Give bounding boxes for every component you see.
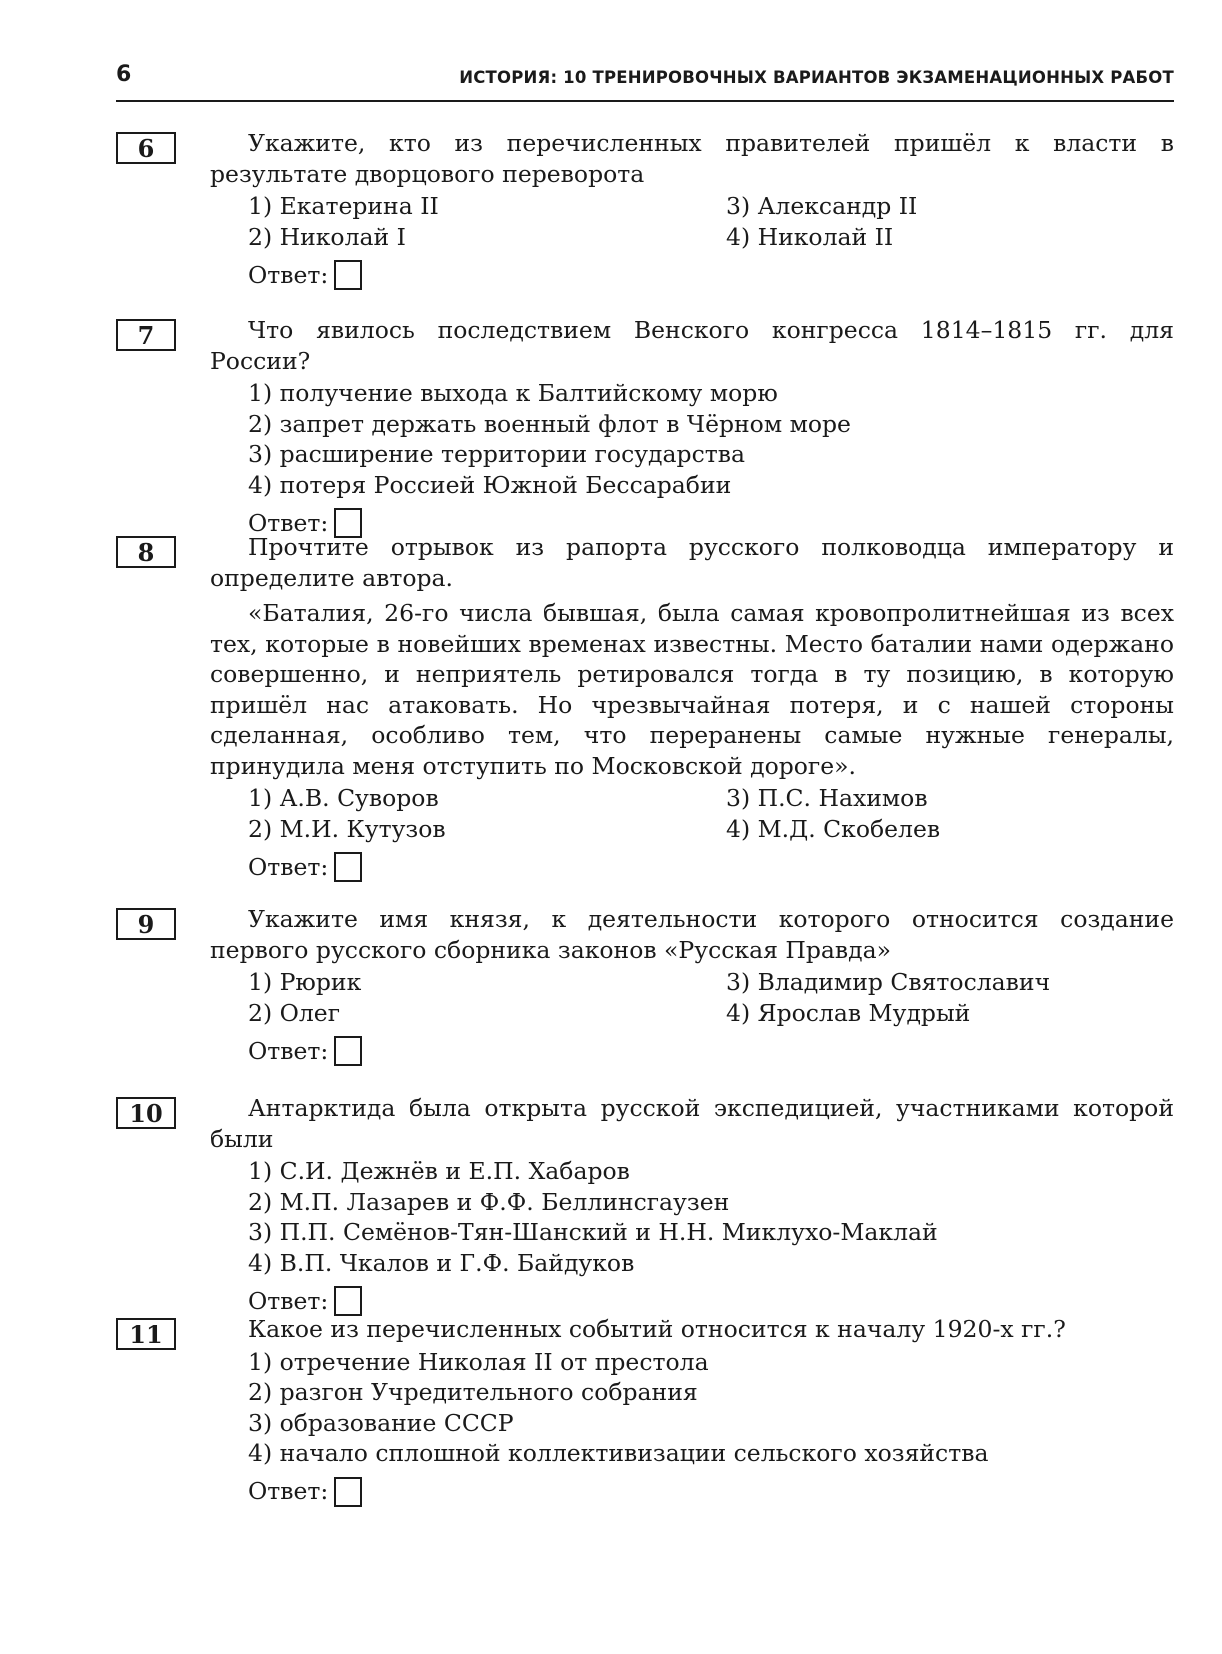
option-4[interactable]: 4) потеря Россией Южной Бессарабии <box>248 470 732 499</box>
options-list <box>248 967 1174 1028</box>
option-4[interactable]: 4) М.Д. Скобелев <box>726 814 941 843</box>
answer-box[interactable] <box>334 852 362 882</box>
option-2[interactable]: 2) М.П. Лазарев и Ф.Ф. Беллинсгаузен <box>248 1187 730 1216</box>
question-11 <box>116 1314 1174 1511</box>
options-list <box>248 783 1174 844</box>
option-3[interactable]: 3) расширение территории государства <box>248 440 745 468</box>
question-stem: Какое из перечисленных событий относится к началу 1920-х гг.? <box>248 1315 1066 1343</box>
option-1[interactable]: 1) Екатерина II <box>248 192 439 220</box>
answer-label: Ответ: <box>248 1477 329 1506</box>
question-stem: Антарктида была открыта русской экспедицией, участниками которой были <box>210 1094 1174 1153</box>
option-1[interactable]: 1) отречение Николая II от престола <box>248 1347 709 1376</box>
option-1[interactable]: 1) получение выхода к Балтийскому морю <box>248 379 778 407</box>
answer-label: Ответ: <box>248 1036 329 1065</box>
answer-row <box>248 848 1174 886</box>
answer-row <box>248 1032 1174 1070</box>
option-1[interactable]: 1) Рюрик <box>248 968 362 996</box>
option-1[interactable]: 1) А.В. Суворов <box>248 784 439 812</box>
option-3[interactable]: 3) образование СССР <box>248 1408 514 1437</box>
option-3[interactable]: 3) П.П. Семёнов-Тян-Шанский и Н.Н. Миклухо-Маклай <box>248 1218 938 1246</box>
question-9 <box>116 904 1174 1070</box>
page-number: 6 <box>116 62 132 87</box>
question-7 <box>116 315 1174 542</box>
option-2[interactable]: 2) М.И. Кутузов <box>248 814 446 843</box>
answer-label: Ответ: <box>248 1286 329 1315</box>
question-number: 6 <box>116 132 176 164</box>
question-number: 11 <box>116 1318 176 1350</box>
answer-box[interactable] <box>334 1477 362 1507</box>
header-divider <box>116 100 1174 102</box>
question-number: 7 <box>116 319 176 351</box>
option-2[interactable]: 2) запрет держать военный флот в Чёрном море <box>248 409 851 438</box>
question-stem: Что явилось последствием Венского конгресса 1814–1815 гг. для России? <box>210 316 1174 375</box>
answer-label: Ответ: <box>248 260 329 289</box>
options-list <box>248 1347 1174 1469</box>
question-stem: Укажите, кто из перечисленных правителей пришёл к власти в результате дворцового переворота <box>210 129 1174 188</box>
option-1[interactable]: 1) С.И. Дежнёв и Е.П. Хабаров <box>248 1157 630 1185</box>
question-number: 10 <box>116 1097 176 1129</box>
options-list <box>248 378 1174 500</box>
answer-row <box>248 1473 1174 1511</box>
answer-row <box>248 256 1174 294</box>
question-stem: Прочтите отрывок из рапорта русского полководца императору и определите автора. <box>210 533 1174 592</box>
option-3[interactable]: 3) Владимир Святославич <box>726 968 1051 996</box>
options-list <box>248 1156 1174 1278</box>
option-4[interactable]: 4) Ярослав Мудрый <box>726 998 971 1027</box>
answer-label: Ответ: <box>248 852 329 881</box>
answer-box[interactable] <box>334 260 362 290</box>
answer-box[interactable] <box>334 1286 362 1316</box>
option-4[interactable]: 4) Николай II <box>726 222 894 251</box>
answer-label: Ответ: <box>248 508 329 537</box>
answer-box[interactable] <box>334 1036 362 1066</box>
question-10 <box>116 1093 1174 1320</box>
running-header: ИСТОРИЯ: 10 ТРЕНИРОВОЧНЫХ ВАРИАНТОВ ЭКЗАМЕНАЦИОННЫХ РАБОТ <box>459 68 1174 87</box>
question-stem: Укажите имя князя, к деятельности которого относится создание первого русского сборника законов «Русская Правда» <box>210 905 1174 964</box>
option-3[interactable]: 3) Александр II <box>726 192 918 220</box>
option-2[interactable]: 2) разгон Учредительного собрания <box>248 1378 698 1406</box>
option-4[interactable]: 4) В.П. Чкалов и Г.Ф. Байдуков <box>248 1248 635 1277</box>
option-2[interactable]: 2) Николай I <box>248 222 406 251</box>
question-8 <box>116 532 1174 886</box>
option-2[interactable]: 2) Олег <box>248 998 341 1027</box>
option-4[interactable]: 4) начало сплошной коллективизации сельского хозяйства <box>248 1439 989 1467</box>
option-3[interactable]: 3) П.С. Нахимов <box>726 784 928 812</box>
options-list <box>248 191 1174 252</box>
question-6 <box>116 128 1174 294</box>
question-number: 8 <box>116 536 176 568</box>
source-quote: «Баталия, 26-го числа бывшая, была самая кровопролитнейшая из всех тех, которые в новейших временах известны. Место баталии нами одержано совершенно, и неприятель ретировался тогда в ту позицию, в которую пришёл нас атаковать. Но чрезвычайная потеря, и с нашей стороны сделанная, особливо тем, что переранены самые нужные генералы, принудила меня отступить по Московской дороге». <box>210 599 1174 780</box>
question-number: 9 <box>116 908 176 940</box>
